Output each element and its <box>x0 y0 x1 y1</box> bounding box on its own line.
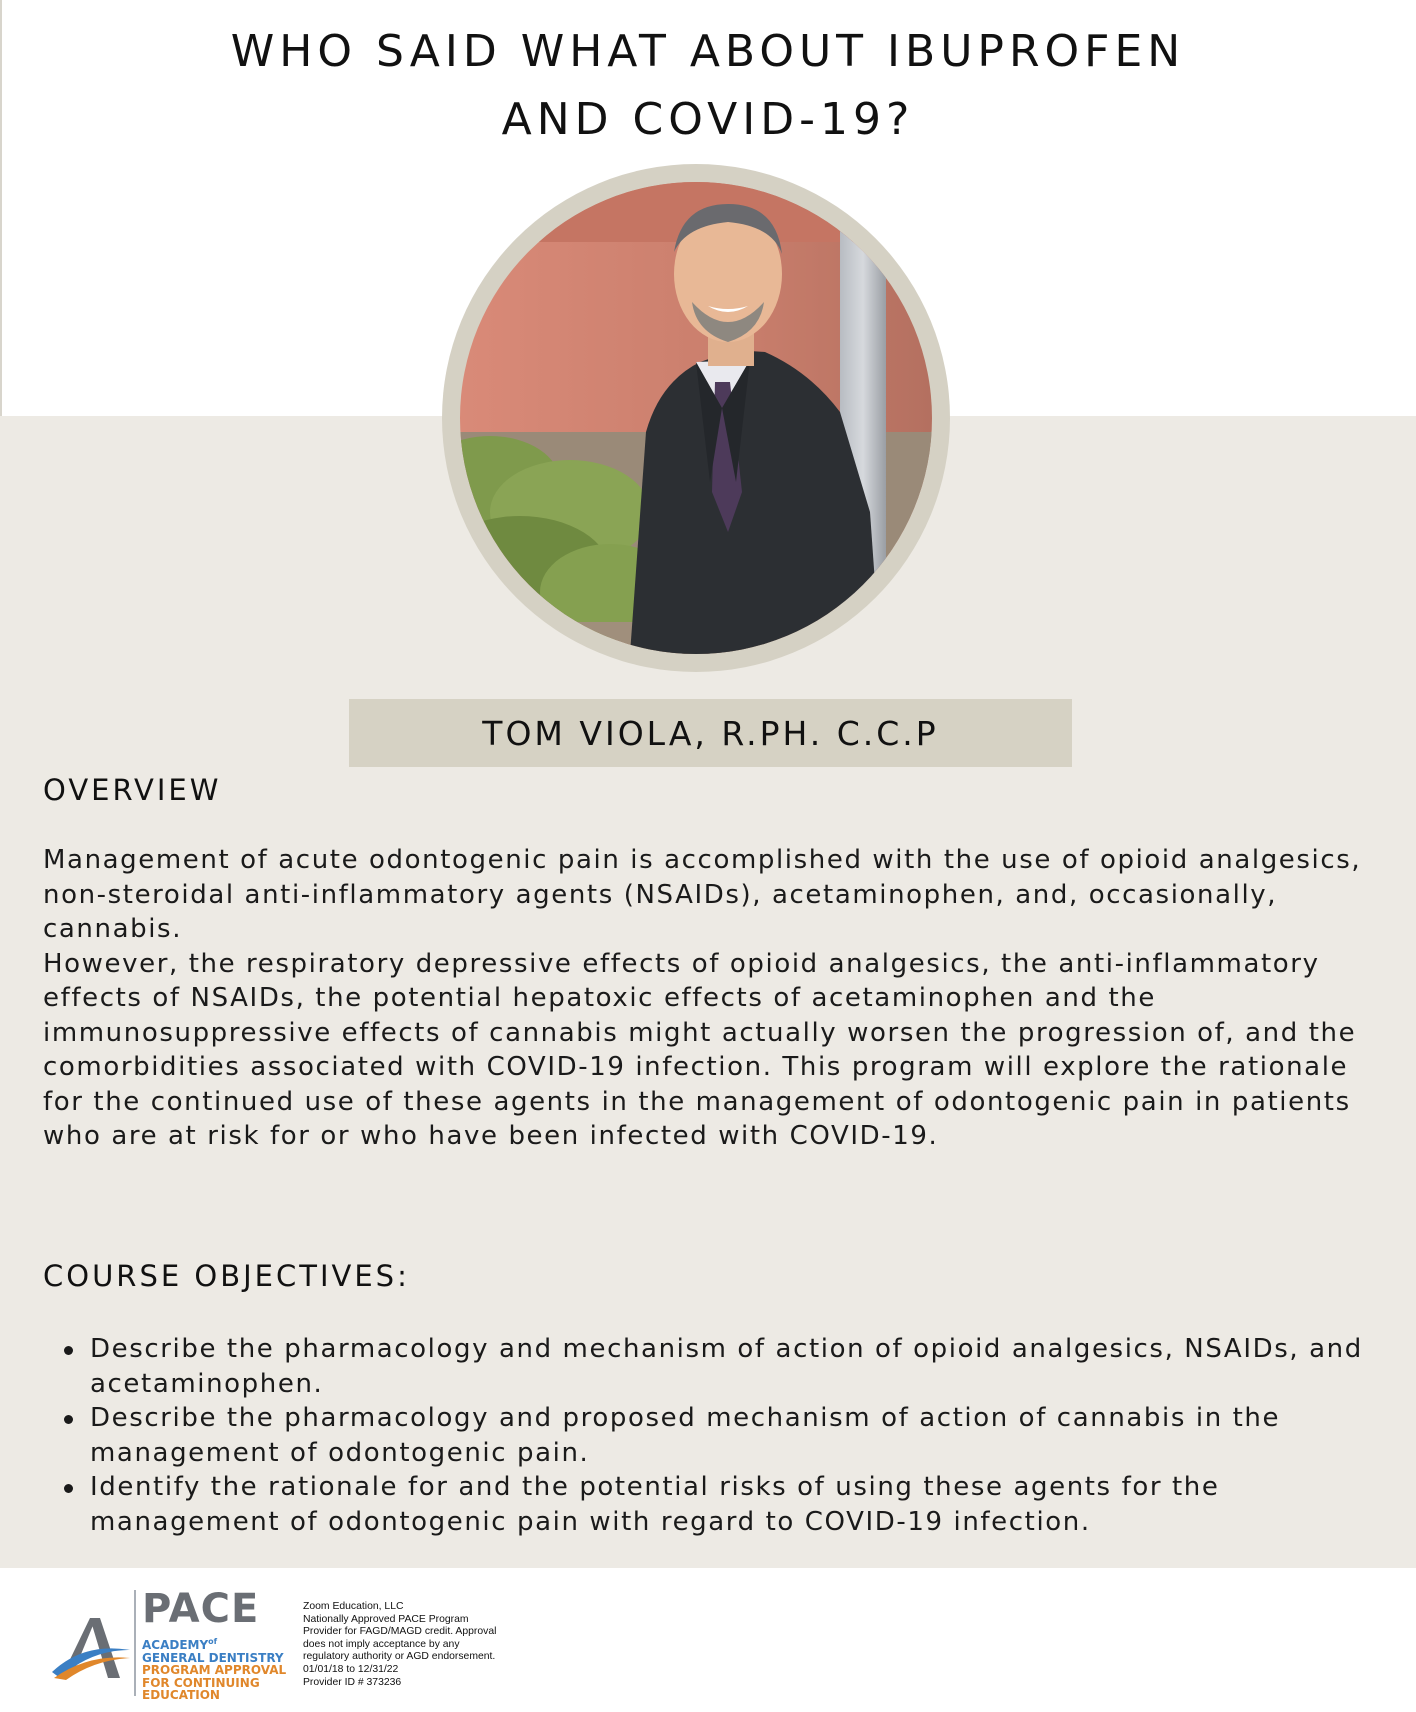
provider-line: does not imply acceptance by any <box>303 1638 460 1650</box>
pace-program-approval: PROGRAM APPROVAL <box>142 1663 287 1677</box>
overview-text <box>43 843 1373 1154</box>
pace-of: of <box>208 1637 218 1646</box>
speaker-name: TOM VIOLA, R.PH. C.C.P <box>482 713 939 753</box>
overview-paragraph-2: However, the respiratory depressive effects of opioid analgesics, the anti-inflammatory effects of NSAIDs, the potential hepatoxic effects of acetaminophen and the immunosuppressive effects of cannabis might actually worsen the progression of, and the comorbidities associated with COVID-19 infection. This program will explore the rationale for the continued use of these agents in the management of odontogenic pain in patients who are at risk for or who have been infected with COVID-19. <box>43 948 1357 1151</box>
pace-education: EDUCATION <box>142 1688 220 1702</box>
provider-line: regulatory authority or AGD endorsement. <box>303 1651 496 1663</box>
pace-general-dentistry: GENERAL DENTISTRY <box>142 1650 284 1665</box>
pace-logo-divider <box>134 1590 136 1696</box>
title-line-2: AND COVID-19? <box>501 94 915 145</box>
provider-line: Provider ID # 373236 <box>303 1676 402 1688</box>
page-title <box>0 18 1416 154</box>
objective-item: Describe the pharmacology and mechanism of action of opioid analgesics, NSAIDs, and acetaminophen. <box>90 1332 1380 1401</box>
provider-line: Zoom Education, LLC <box>303 1601 404 1612</box>
objective-item: Describe the pharmacology and proposed mechanism of action of cannabis in the management of odontogenic pain. <box>90 1401 1380 1470</box>
pace-logo-text <box>142 1636 286 1702</box>
pace-a-mark-icon <box>50 1616 132 1680</box>
overview-paragraph-1: Management of acute odontogenic pain is accomplished with the use of opioid analgesics, non-steroidal anti-inflammatory agents (NSAIDs), acetaminophen, and, occasionally, cannabis. <box>43 845 1362 944</box>
pace-for-continuing: FOR CONTINUING <box>142 1675 260 1690</box>
title-line-1: WHO SAID WHAT ABOUT IBUPROFEN <box>230 26 1186 77</box>
overview-heading: OVERVIEW <box>43 773 222 807</box>
speaker-photo <box>460 182 932 654</box>
course-objectives-heading: COURSE OBJECTIVES: <box>43 1259 410 1293</box>
pace-logo-title: PACE <box>142 1586 260 1632</box>
pace-logo <box>50 1586 290 1702</box>
provider-approval-text <box>303 1601 563 1689</box>
provider-line: Provider for FAGD/MAGD credit. Approval <box>303 1626 497 1638</box>
provider-line: Nationally Approved PACE Program <box>303 1613 469 1625</box>
course-objectives-list <box>90 1332 1380 1539</box>
provider-line: 01/01/18 to 12/31/22 <box>303 1663 399 1675</box>
speaker-name-plate <box>349 699 1072 767</box>
pace-academy: ACADEMY <box>142 1638 209 1652</box>
objective-item: Identify the rationale for and the potential risks of using these agents for the management of odontogenic pain with regard to COVID-19 infection. <box>90 1470 1380 1539</box>
